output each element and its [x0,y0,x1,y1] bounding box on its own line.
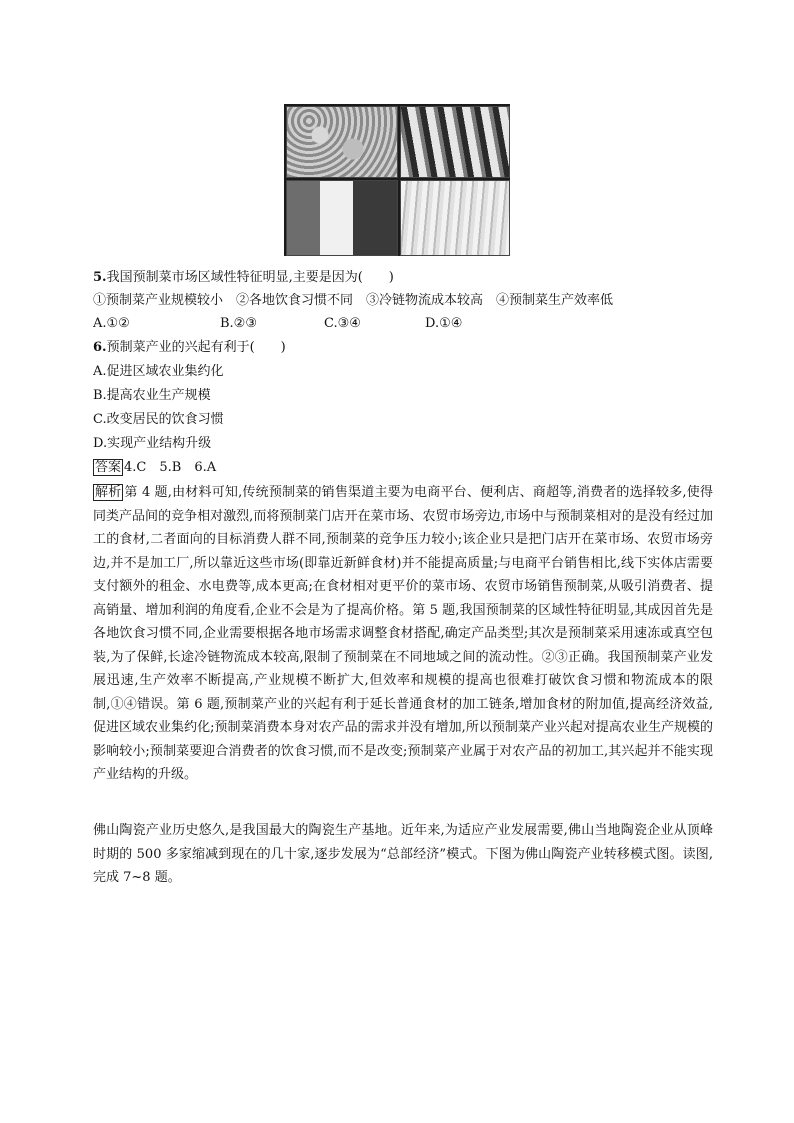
option-d[interactable]: D.①④ [425,316,463,331]
prepared-food-photo [284,104,510,256]
food-tray-vegetables [400,106,510,178]
answer-text: 4.C 5.B 6.A [124,460,217,475]
intro-paragraph [93,819,713,890]
food-tray-tofu-sauce [286,180,398,256]
option-b[interactable]: B.②③ [220,316,257,331]
option-c[interactable]: C.改变居民的饮食习惯 [93,412,224,427]
analysis-paragraph [93,481,713,787]
option-a[interactable]: A.①② [93,316,130,331]
question-number: 5. [93,270,107,285]
question-5-statements: ①预制菜产业规模较小 ②各地饮食习惯不同 ③冷链物流成本较高 ④预制菜生产效率低 [93,293,614,308]
intro-text: 佛山陶瓷产业历史悠久,是我国最大的陶瓷生产基地。近年来,为适应产业发展需要,佛山当地陶瓷企业从顶峰时期的 500 多家缩减到现在的几十家,逐步发展为“总部经济”模式。下图为佛山陶瓷产业转移模式图。读图,完成 7~8 题。 [93,823,713,885]
option-d[interactable]: D.实现产业结构升级 [93,436,212,451]
question-6-stem [93,338,286,358]
analysis-tag: 解析 [95,485,122,500]
question-number: 6. [93,340,107,355]
answer-tag: 答案 [95,460,122,475]
option-b[interactable]: B.提高农业生产规模 [93,388,211,403]
option-c[interactable]: C.③④ [324,316,361,331]
analysis-text: 第 4 题,由材料可知,传统预制菜的销售渠道主要为电商平台、便利店、商超等,消费者的选择较多,使得同类产品间的竞争相对激烈,而将预制菜门店开在菜市场、农贸市场旁边,市场中与预制菜相对的是没有经过加工的食材,二者面向的目标消费人群不同,预制菜的竞争压力较小;该企业只是把门店开在菜市场、农贸市场旁边,并不是加工厂,所以靠近这些市场(即靠近新鲜食材)并不能提高质量;与电商平台销售相比,线下实体店需要支付额外的租金、水电费等,成本更高;在食材相对更平价的菜市场、农贸市场销售预制菜,从吸引消费者、提高销量、增加利润的角度看,企业不会是为了提高价格。第 5 题,我国预制菜的区域性特征明显,其成因首先是各地饮食习惯不同,企业需要根据各地市场需求调整食材搭配,确定产品类型;其次是预制菜采用速冻或真空包装,为了保鲜,长途冷链物流成本较高,限制了预制菜在不同地域之间的流动性。②③正确。我国预制菜产业发展迅速,生产效率不断提高,产业规模不断扩大,但效率和规模的提高也很难打破饮食习惯和物流成本的限制,①④错误。第 6 题,预制菜产业的兴起有利于延长普通食材的加工链条,增加食材的附加值,提高经济效益,促进区域农业集约化;预制菜消费本身对农产品的需求并没有增加,所以预制菜产业兴起对提高农业生产规模的影响较小;预制菜要迎合消费者的饮食习惯,而不是改变;预制菜产业属于对农产品的初加工,其兴起并不能实现产业结构的升级。 [93,485,713,782]
question-5-stem [93,268,394,288]
option-a[interactable]: A.促进区域农业集约化 [93,364,224,379]
food-tray-corn-peas [286,106,398,178]
question-text: 我国预制菜市场区域性特征明显,主要是因为( ) [106,270,394,285]
food-tray-noodles [400,180,510,256]
answer-line [93,458,216,478]
question-text: 预制菜产业的兴起有利于( ) [106,340,286,355]
